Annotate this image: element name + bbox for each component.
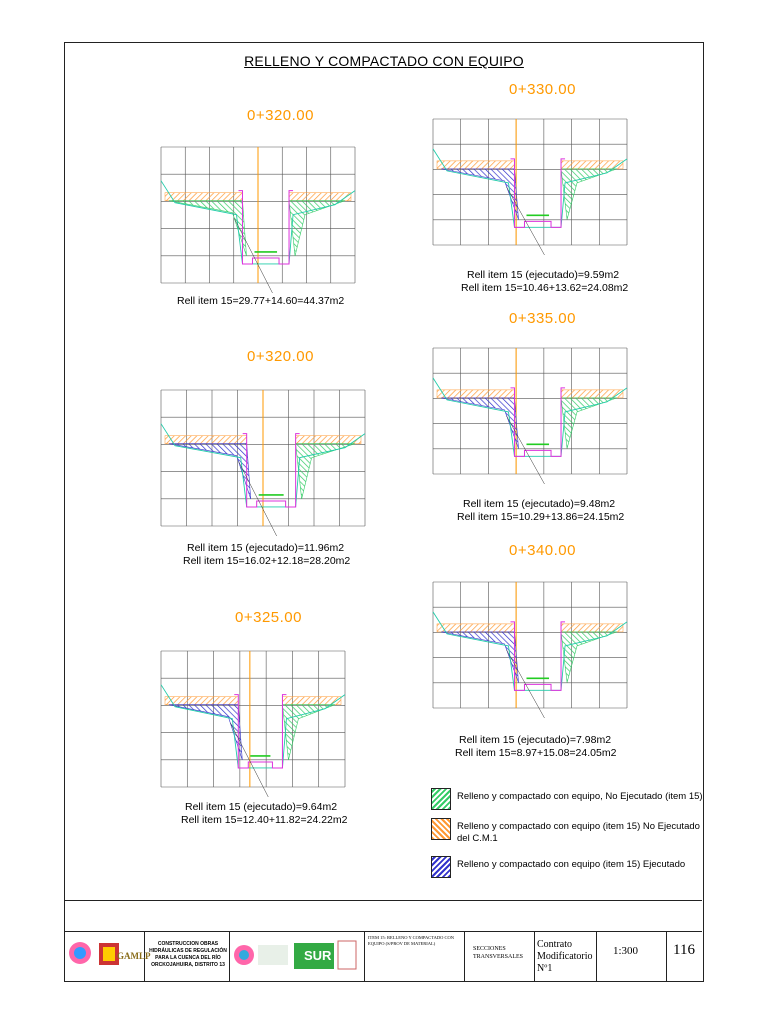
sheet-number: 116 <box>673 942 695 958</box>
fill-left <box>441 398 518 448</box>
section-caption-executed: Rell item 15 (ejecutado)=9.64m2 <box>185 801 338 813</box>
section-caption-total: Rell item 15=16.02+12.18=28.20m2 <box>183 555 351 567</box>
legend-label: Relleno y compactado con equipo (item 15) No Ejecutado del C.M.1 <box>457 821 700 844</box>
title-block <box>65 900 702 981</box>
partner-logos-cell <box>230 931 365 981</box>
fill-orange <box>165 436 247 444</box>
section-caption-total: Rell item 15=29.77+14.60=44.37m2 <box>177 295 345 307</box>
legend-swatch-blue <box>431 856 451 878</box>
section-5 <box>415 308 645 538</box>
fill-orange <box>165 193 242 201</box>
scale-cell <box>597 931 667 981</box>
section-title: 0+330.00 <box>509 81 576 98</box>
scale-value: 1:300 <box>613 945 639 957</box>
legend-swatch-orange <box>431 818 451 840</box>
gamlp-logo-text: GAMLP <box>117 951 151 961</box>
sheet-content-cell <box>465 931 535 981</box>
section-caption-executed: Rell item 15 (ejecutado)=9.59m2 <box>467 269 620 281</box>
section-title: 0+325.00 <box>235 609 302 626</box>
section-caption-total: Rell item 15=10.46+13.62=24.08m2 <box>461 282 629 294</box>
section-4 <box>415 79 645 309</box>
cross-section-plot <box>415 568 645 718</box>
section-3 <box>143 605 363 835</box>
fill-right <box>561 398 617 448</box>
section-caption-executed: Rell item 15 (ejecutado)=11.96m2 <box>187 542 345 554</box>
sheet-number-cell <box>667 931 702 981</box>
section-title: 0+340.00 <box>509 542 576 559</box>
section-caption-total: Rell item 15=12.40+11.82=24.22m2 <box>181 814 348 826</box>
cross-section-plot <box>143 133 373 293</box>
drawing-sheet <box>64 42 704 982</box>
sur-logo-text: SUR <box>304 948 332 963</box>
section-caption-executed: Rell item 15 (ejecutado)=9.48m2 <box>463 498 616 510</box>
title-block-header-strip <box>65 901 702 932</box>
section-title: 0+320.00 <box>247 107 314 124</box>
cross-section-plot <box>415 105 645 255</box>
title-block-row <box>65 931 702 981</box>
section-caption-total: Rell item 15=8.97+15.08=24.05m2 <box>455 747 617 759</box>
legend-label: Relleno y compactado con equipo, No Ejecutado (item 15) <box>457 791 703 802</box>
cross-section-plot <box>143 637 363 797</box>
fill-orange <box>437 161 514 169</box>
fill-orange <box>296 436 361 444</box>
legend-swatch-green <box>431 788 451 810</box>
fill-left <box>441 169 518 219</box>
partner-logos <box>230 931 364 979</box>
section-caption-total: Rell item 15=10.29+13.86=24.15m2 <box>457 511 625 523</box>
legend-label: Relleno y compactado con equipo (item 15) Ejecutado <box>457 859 686 870</box>
contract-cell <box>535 931 597 981</box>
item-description: ITEM 15: RELLENO Y COMPACTADO CON EQUIPO (S/PROV DE MATERIAL) <box>368 935 455 946</box>
section-6 <box>415 540 645 770</box>
contract-text: Contrato Modificatorio Nº1 <box>537 939 593 974</box>
section-caption-executed: Rell item 15 (ejecutado)=7.98m2 <box>459 734 612 746</box>
section-title: 0+320.00 <box>247 348 314 365</box>
cross-section-plot <box>143 376 383 536</box>
fill-orange <box>437 390 514 398</box>
section-2 <box>143 346 383 576</box>
project-name-cell <box>145 931 230 981</box>
section-1 <box>143 105 373 305</box>
fill-right <box>561 632 617 682</box>
fill-left <box>441 632 518 682</box>
section-title: 0+335.00 <box>509 310 576 327</box>
project-name: CONSTRUCCION OBRAS HIDRÁULICAS DE REGULACIÓN PARA LA CUENCA DEL RÍO ORCKOJAHUIRA, DISTRITO 13 <box>149 941 227 968</box>
fill-right <box>561 169 617 219</box>
fill-orange <box>437 624 514 632</box>
logos-cell <box>65 931 151 981</box>
fill-orange <box>165 697 238 705</box>
sheet-content: SECCIONES TRANSVERSALES <box>473 946 524 960</box>
cross-section-plot <box>415 334 645 484</box>
item-description-cell <box>365 931 465 981</box>
page-title: RELLENO Y COMPACTADO CON EQUIPO <box>244 53 524 69</box>
